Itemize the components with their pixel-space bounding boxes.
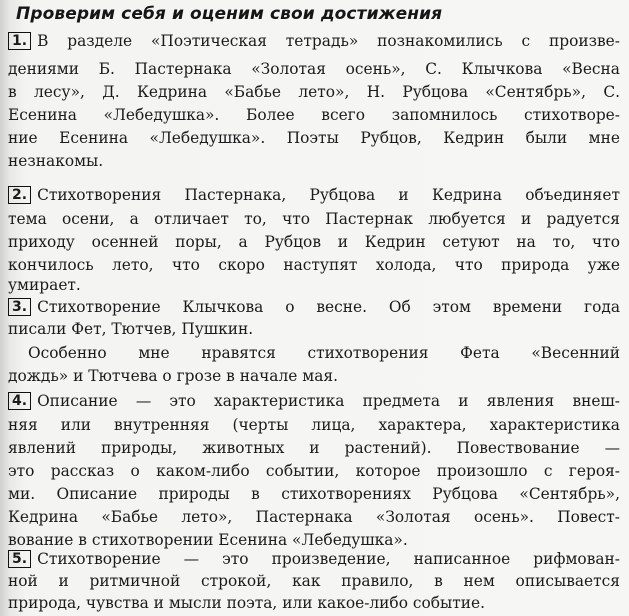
text-line: Кедрина «Бабье лето», Пастернака «Золотая осень». Повест- xyxy=(8,508,620,526)
text-line: в лесу», Д. Кедрина «Бабье лето», Н. Рубцова «Сентябрь», С. xyxy=(8,83,620,101)
text-line: тема осени, а отличает то, что Пастернак любуется и радуется xyxy=(8,210,620,228)
section-heading: Проверим себя и оценим свои достижения xyxy=(16,4,443,24)
text-line: дениями Б. Пастернака «Золотая осень», С. Клычкова «Весна xyxy=(8,60,620,78)
text-line: Есенина «Лебедушка». Более всего запомнилось стихотворе- xyxy=(8,106,620,124)
text-line: ние Есенина «Лебедушка». Поэты Рубцов, Кедрин были мне xyxy=(8,129,620,147)
text-line: 4. Описание — это характеристика предмета и явления внеш- xyxy=(8,390,620,412)
item-number-2: 2. xyxy=(8,186,31,204)
text-line: это рассказ о каком-либо событии, которое произошло с героя- xyxy=(8,462,620,480)
text-line: ной и ритмичной строкой, как правило, в нем описывается xyxy=(8,572,620,590)
text-line: 3. Стихотворение Клычкова о весне. Об этом времени года xyxy=(8,296,620,318)
text-line: 5. Стихотворение — это произведение, написанное рифмован- xyxy=(8,548,620,570)
text-line: явлений природы, животных и растений). Повествование — xyxy=(8,439,620,457)
text-line: вование в стихотворении Есенина «Лебедушка». xyxy=(8,531,408,549)
text-line: няя или внутренняя (черты лица, характера, характеристика xyxy=(8,416,620,434)
text-line: природа, чувства и мысли поэта, или какое-либо событие. xyxy=(8,594,486,612)
text-line: приходу осенней поры, а Рубцов и Кедрин сетуют на то, что xyxy=(8,233,620,251)
text-line: кончилось лето, что скоро наступят холода, что природа уже xyxy=(8,256,620,274)
item-number-1: 1. xyxy=(8,32,31,50)
item-number-5: 5. xyxy=(8,550,31,568)
text-line: 2. Стихотворения Пастернака, Рубцова и Кедрина объединяет xyxy=(8,184,620,206)
text-line: Особенно мне нравятся стихотворения Фета «Весенний xyxy=(28,344,620,362)
text-line: ми. Описание природы в стихотворениях Рубцова «Сентябрь», xyxy=(8,485,620,503)
item-number-3: 3. xyxy=(8,298,31,316)
text-line: писали Фет, Тютчев, Пушкин. xyxy=(8,320,254,338)
text-line: незнакомы. xyxy=(8,152,104,170)
item-number-4: 4. xyxy=(8,392,31,410)
text-line: 1. В разделе «Поэтическая тетрадь» познакомились с произве- xyxy=(8,30,620,52)
text-line: умирает. xyxy=(8,276,81,294)
text-line: дождь» и Тютчева о грозе в начале мая. xyxy=(8,367,339,385)
